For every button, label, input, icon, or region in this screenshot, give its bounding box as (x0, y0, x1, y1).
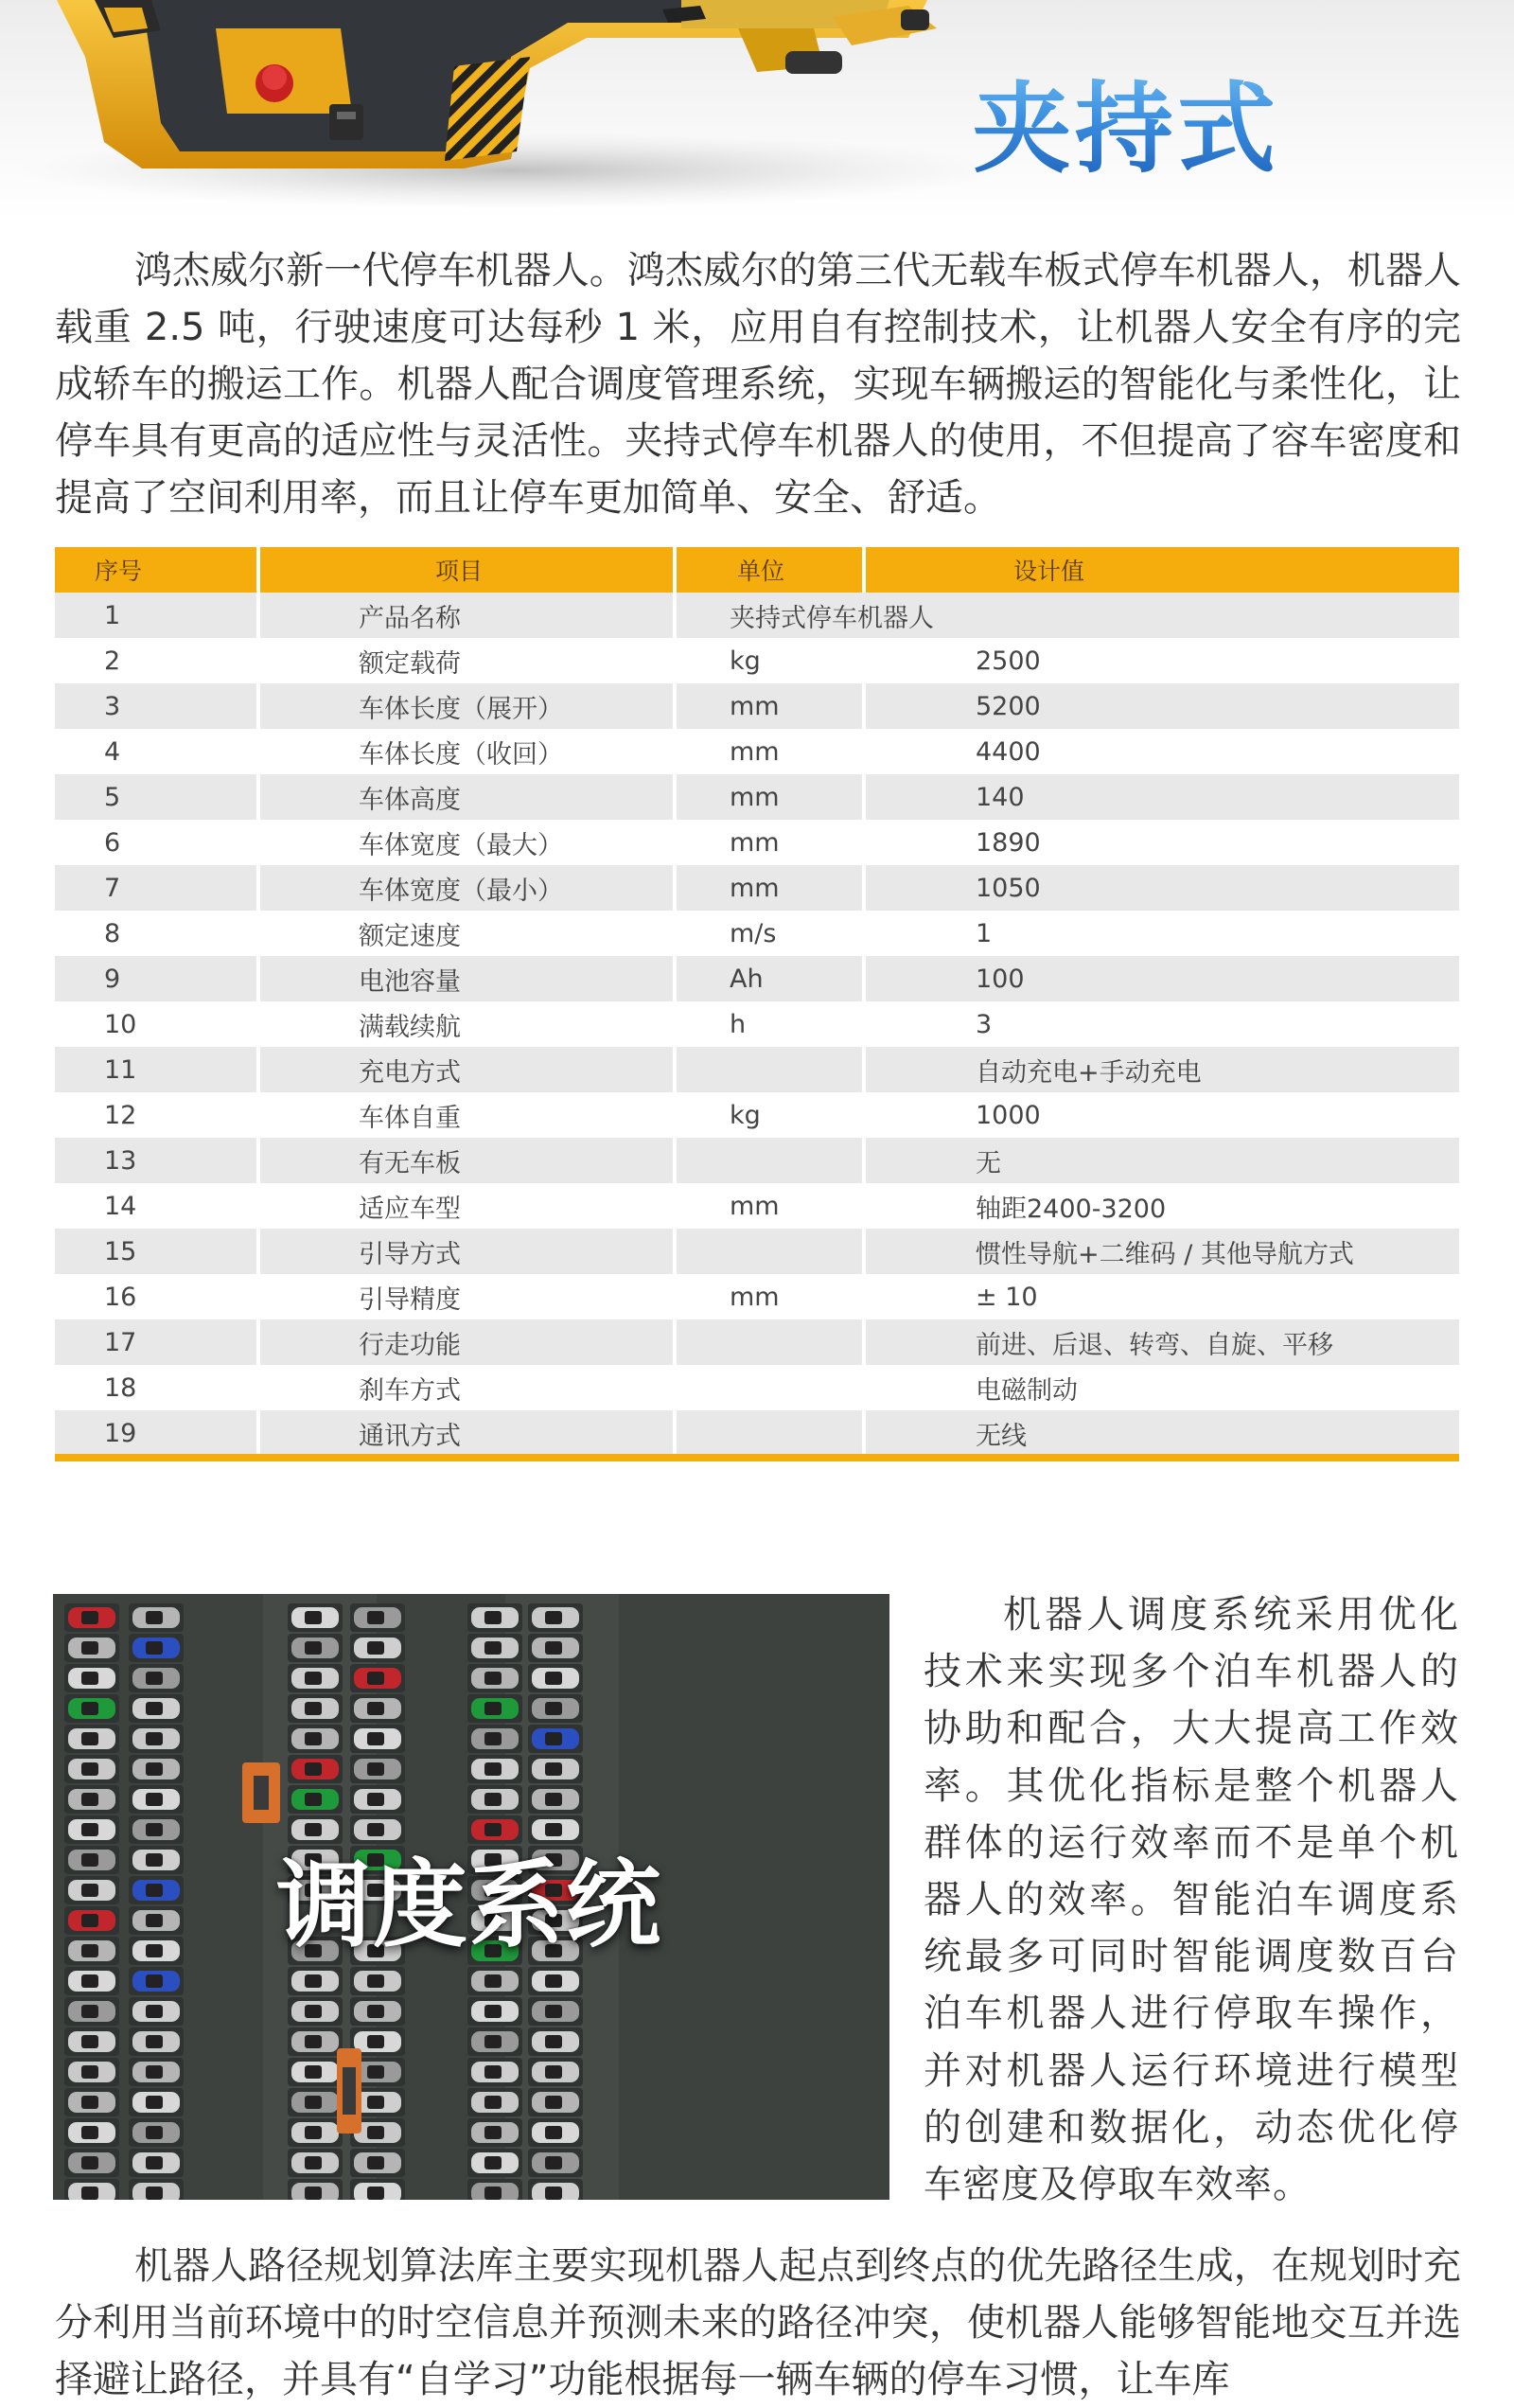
cell-unit: Ah (675, 956, 864, 1001)
table-row (55, 1410, 1459, 1456)
cell-design-value: 无线 (864, 1410, 1459, 1456)
table-body (55, 593, 1459, 1456)
cell-design-value: 1890 (864, 820, 1459, 865)
table-row (55, 729, 1459, 774)
cell-index: 3 (55, 683, 258, 729)
header-index: 序号 (55, 547, 258, 593)
cell-item: 车体宽度（最大） (258, 820, 675, 865)
cell-item: 产品名称 (258, 593, 675, 638)
cell-index: 2 (55, 638, 258, 683)
table-row (55, 1183, 1459, 1229)
cell-index: 12 (55, 1092, 258, 1138)
cell-design-value: 140 (864, 774, 1459, 820)
cell-design-value: 4400 (864, 729, 1459, 774)
cell-item: 充电方式 (258, 1047, 675, 1092)
cell-design-value: 轴距2400-3200 (864, 1183, 1459, 1229)
table-row (55, 1319, 1459, 1365)
cell-unit: mm (675, 820, 864, 865)
cell-item: 车体自重 (258, 1092, 675, 1138)
cell-unit: mm (675, 774, 864, 820)
table-row (55, 1092, 1459, 1138)
cell-item: 满载续航 (258, 1001, 675, 1047)
cell-item: 车体长度（收回） (258, 729, 675, 774)
cell-design-value: 3 (864, 1001, 1459, 1047)
cell-index: 5 (55, 774, 258, 820)
table-row (55, 956, 1459, 1001)
table-row (55, 683, 1459, 729)
cell-item: 行走功能 (258, 1319, 675, 1365)
cell-unit: mm (675, 1183, 864, 1229)
table-row (55, 911, 1459, 956)
cell-design-value: 前进、后退、转弯、自旋、平移 (864, 1319, 1459, 1365)
cell-design-value: 1050 (864, 865, 1459, 911)
cell-index: 11 (55, 1047, 258, 1092)
table-row (55, 1365, 1459, 1410)
table-row (55, 638, 1459, 683)
dispatch-paragraph: 机器人调度系统采用优化技术来实现多个泊车机器人的协助和配合，大大提高工作效率。其优化指标是整个机器人群体的运行效率而不是单个机器人的效率。智能泊车调度系统最多可同时智能调度数百台泊车机器人进行停取车操作，并对机器人运行环境进行模型的创建和数据化，动态优化停车密度及停取车效率。 (924, 1593, 1459, 2207)
table-header-row (55, 547, 1459, 593)
cell-design-value: 自动充电+手动充电 (864, 1047, 1459, 1092)
table-row (55, 820, 1459, 865)
cell-design-value: 100 (864, 956, 1459, 1001)
spec-table (55, 547, 1459, 1456)
cell-design-value: 5200 (864, 683, 1459, 729)
cell-unit (675, 1229, 864, 1274)
robot-illustration (0, 0, 1514, 220)
table-row (55, 865, 1459, 911)
path-planning-paragraph: 机器人路径规划算法库主要实现机器人起点到终点的优先路径生成，在规划时充分利用当前环境中的时空信息并预测未来的路径冲突，使机器人能够智能地交互并选择避让路径，并具有“自学习”功能根据每一辆车辆的停车习惯，让车库 (55, 2244, 1461, 2401)
cell-unit (675, 1047, 864, 1092)
cell-item: 电池容量 (258, 956, 675, 1001)
cell-index: 14 (55, 1183, 258, 1229)
cell-item: 引导方式 (258, 1229, 675, 1274)
cell-index: 19 (55, 1410, 258, 1456)
table-row (55, 774, 1459, 820)
cell-item: 有无车板 (258, 1138, 675, 1183)
cell-design-value: 惯性导航+二维码 / 其他导航方式 (864, 1229, 1459, 1274)
header-unit: 单位 (675, 547, 864, 593)
table-bottom-rule (55, 1454, 1459, 1461)
cell-index: 8 (55, 911, 258, 956)
cell-index: 7 (55, 865, 258, 911)
cell-item: 引导精度 (258, 1274, 675, 1319)
dispatch-title: 调度系统 (276, 1850, 662, 1960)
cell-index: 10 (55, 1001, 258, 1047)
cell-unit: m/s (675, 911, 864, 956)
table-row (55, 1274, 1459, 1319)
cell-item: 刹车方式 (258, 1365, 675, 1410)
dispatch-system-image (53, 1594, 889, 2200)
cell-unit: 夹持式停车机器人 (675, 593, 1459, 638)
table-row (55, 1138, 1459, 1183)
cell-design-value: 1 (864, 911, 1459, 956)
cell-unit (675, 1319, 864, 1365)
cell-index: 4 (55, 729, 258, 774)
intro-paragraph: 鸿杰威尔新一代停车机器人。鸿杰威尔的第三代无载车板式停车机器人，机器人载重 2.5 吨，行驶速度可达每秒 1 米，应用自有控制技术，让机器人安全有序的完成轿车的搬运工作。机器人配合调度管理系统，实现车辆搬运的智能化与柔性化，让停车具有更高的适应性与灵活性。夹持式停车机器人的使用，不但提高了容车密度和提高了空间利用率，而且让停车更加简单、安全、舒适。 (55, 249, 1461, 520)
cell-design-value: 无 (864, 1138, 1459, 1183)
cell-item: 车体高度 (258, 774, 675, 820)
table-row (55, 593, 1459, 638)
cell-index: 9 (55, 956, 258, 1001)
cell-item: 额定载荷 (258, 638, 675, 683)
hero-banner (0, 0, 1514, 220)
cell-design-value: 1000 (864, 1092, 1459, 1138)
cell-unit: mm (675, 865, 864, 911)
cell-item: 通讯方式 (258, 1410, 675, 1456)
cell-design-value: ± 10 (864, 1274, 1459, 1319)
cell-index: 15 (55, 1229, 258, 1274)
table-row (55, 1001, 1459, 1047)
cell-unit: mm (675, 1274, 864, 1319)
cell-design-value: 电磁制动 (864, 1365, 1459, 1410)
cell-index: 1 (55, 593, 258, 638)
cell-index: 13 (55, 1138, 258, 1183)
cell-item: 车体长度（展开） (258, 683, 675, 729)
cell-index: 18 (55, 1365, 258, 1410)
cell-index: 6 (55, 820, 258, 865)
cell-unit: mm (675, 683, 864, 729)
cell-design-value: 2500 (864, 638, 1459, 683)
cell-unit: kg (675, 1092, 864, 1138)
cell-index: 16 (55, 1274, 258, 1319)
header-item: 项目 (258, 547, 675, 593)
table-row (55, 1229, 1459, 1274)
cell-unit (675, 1365, 864, 1410)
cell-item: 车体宽度（最小） (258, 865, 675, 911)
cell-unit (675, 1138, 864, 1183)
hero-title: 夹持式 (973, 49, 1279, 191)
cell-item: 额定速度 (258, 911, 675, 956)
cell-unit: mm (675, 729, 864, 774)
cell-unit: kg (675, 638, 864, 683)
cell-index: 17 (55, 1319, 258, 1365)
cell-item: 适应车型 (258, 1183, 675, 1229)
cell-unit: h (675, 1001, 864, 1047)
cell-unit (675, 1410, 864, 1456)
header-design-value: 设计值 (864, 547, 1459, 593)
table-row (55, 1047, 1459, 1092)
